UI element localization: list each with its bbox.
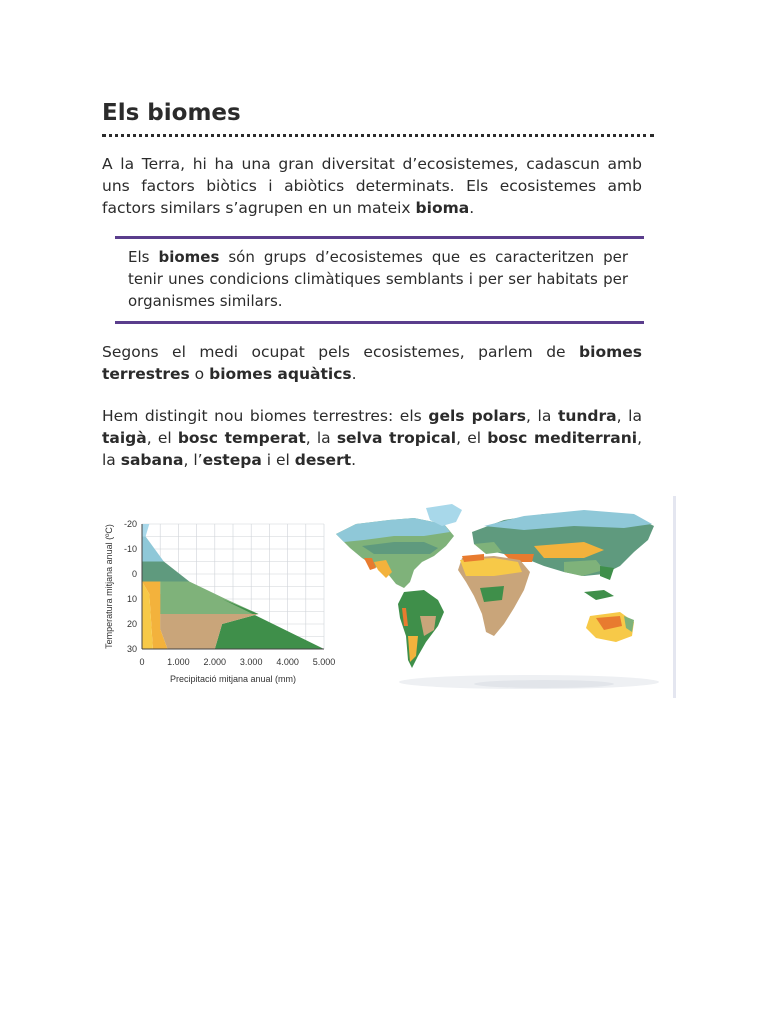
y-tick-label: 20 — [126, 619, 137, 629]
oceania-landmass — [584, 590, 634, 642]
south-america-landmass — [398, 590, 444, 668]
text-run: i el — [261, 451, 295, 469]
biomes-figure — [96, 496, 676, 698]
biome-region-taiga — [142, 562, 189, 582]
y-tick-label: 10 — [126, 594, 137, 604]
y-tick-label: 30 — [126, 644, 137, 654]
world-biome-map — [334, 496, 669, 698]
x-tick-label: 0 — [139, 657, 145, 667]
map-shadow — [399, 675, 659, 689]
text-run: Segons el medi ocupat pels ecosistemes, parlem de — [102, 343, 580, 361]
bold-term: gels polars — [428, 407, 526, 425]
text-run: , la — [525, 407, 558, 425]
bold-term: desert — [294, 451, 352, 469]
text-run: , el — [146, 429, 178, 447]
biomes-list-paragraph — [102, 405, 642, 471]
bold-term: tundra — [557, 407, 617, 425]
text-run: A la Terra, hi ha una gran diversitat d’ecosistemes, cadascun amb uns factors biòtics i abiòtics determinats. Els ecosistemes amb factors similars s’agrupen en un mateix — [102, 155, 642, 217]
bold-term: biomes aquàtics — [209, 365, 352, 383]
definition-text — [128, 246, 628, 312]
africa-landmass — [458, 554, 530, 636]
text-run: , la — [616, 407, 642, 425]
x-axis-label: Precipitació mitjana anual (mm) — [169, 674, 297, 684]
medium-paragraph — [102, 341, 642, 385]
bold-term: selva tropical — [336, 429, 457, 447]
y-axis-label: Temperatura mitjana anual (ºC) — [104, 524, 114, 649]
text-run: , el — [456, 429, 488, 447]
x-tick-label: 3.000 — [239, 657, 263, 667]
north-america-landmass — [336, 518, 454, 588]
y-tick-label: 0 — [131, 569, 137, 579]
x-tick-label: 4.000 — [276, 657, 299, 667]
bold-term: estepa — [202, 451, 262, 469]
x-tick-label: 5.000 — [312, 657, 336, 667]
text-run: . — [351, 451, 357, 469]
intro-paragraph — [102, 153, 642, 219]
bold-term: sabana — [120, 451, 184, 469]
biome-region-polar — [142, 524, 149, 537]
bold-term: biomes terrestres — [102, 343, 642, 383]
text-run: , l’ — [183, 451, 203, 469]
bold-term: bosc mediterrani — [487, 429, 638, 447]
text-run: o — [189, 365, 210, 383]
text-run: . — [351, 365, 357, 383]
y-tick-label: -20 — [123, 519, 137, 529]
title-dotted-rule — [102, 134, 654, 137]
page-title: Els biomes — [102, 100, 241, 126]
text-run: , la — [305, 429, 337, 447]
text-run: són grups d’ecosistemes que es caracteritzen per tenir unes condicions climàtiques semblants i per ser habitats per organismes similars. — [128, 248, 629, 310]
text-run: . — [469, 199, 475, 217]
definition-box — [115, 236, 644, 324]
bold-term: bioma — [415, 199, 470, 217]
text-run: Hem distingit nou biomes terrestres: els — [102, 407, 429, 425]
y-tick-label: -10 — [123, 544, 137, 554]
bold-term: bosc temperat — [177, 429, 306, 447]
x-tick-label: 2.000 — [203, 657, 227, 667]
bold-term: biomes — [158, 248, 220, 266]
text-run: Els — [128, 248, 159, 266]
figure-edge — [673, 496, 676, 698]
bold-term: taigà — [102, 429, 147, 447]
x-tick-label: 1.000 — [167, 657, 190, 667]
text-run: , la — [102, 429, 642, 469]
biome-climate-chart — [96, 496, 341, 698]
